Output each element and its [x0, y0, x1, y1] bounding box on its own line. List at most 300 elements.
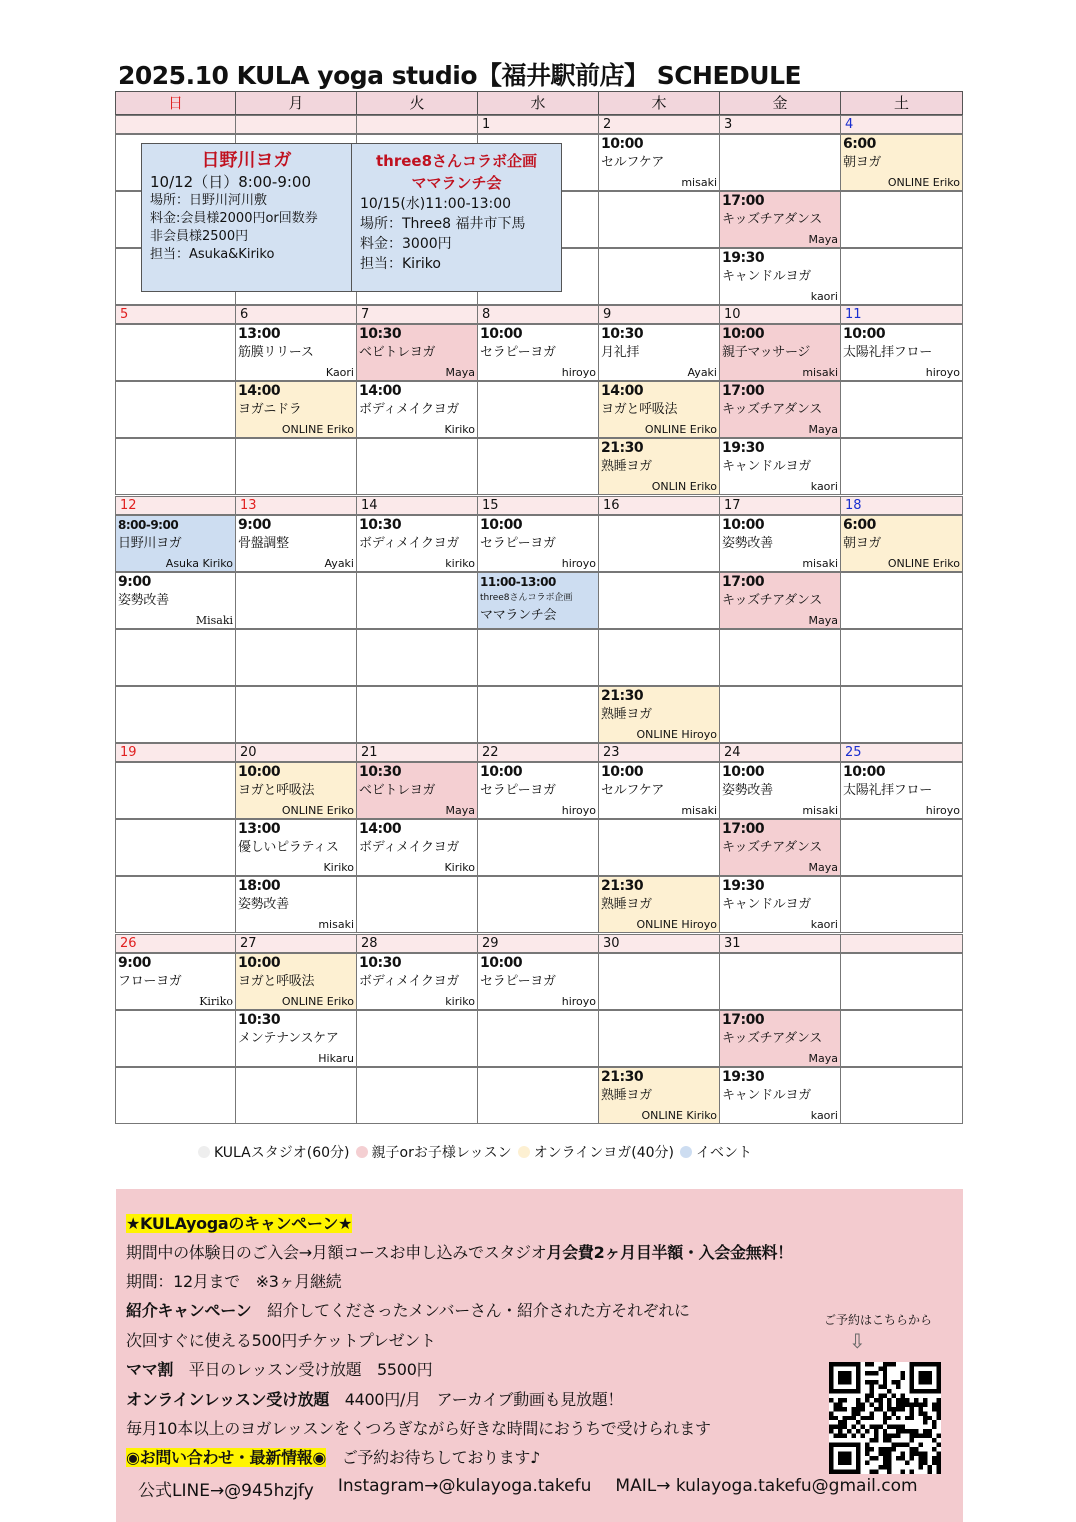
- class-slot[interactable]: [840, 324, 963, 381]
- campaign-panel: [116, 1189, 963, 1522]
- class-title: ボディメイクヨガ: [359, 974, 460, 989]
- class-instructor: hiroyo: [561, 366, 596, 379]
- date-number: 12: [115, 496, 236, 515]
- class-instructor: Kiriko: [323, 861, 354, 874]
- class-slot[interactable]: [598, 762, 720, 819]
- class-slot[interactable]: [598, 324, 720, 381]
- empty-slot: [719, 953, 841, 1010]
- class-title: セラピーヨガ: [480, 536, 556, 551]
- empty-slot: [840, 1010, 963, 1067]
- class-time: 14:00: [238, 383, 281, 399]
- class-time: 19:30: [722, 1069, 765, 1085]
- class-time: 10:00: [480, 955, 523, 971]
- contact-row: [138, 1476, 918, 1501]
- class-instructor: Maya: [445, 804, 475, 817]
- contact-heading-line: [126, 1445, 540, 1468]
- campaign-heading: ★KULAyogaのキャンペーン★: [126, 1214, 353, 1233]
- date-number: 17: [719, 496, 841, 515]
- class-time: 10:00: [238, 955, 281, 971]
- campaign-line: [126, 1240, 793, 1263]
- empty-slot: [719, 134, 841, 191]
- class-time: 10:30: [359, 517, 402, 533]
- class-instructor: misaki: [802, 366, 838, 379]
- class-time: 8:00-9:00: [118, 518, 179, 532]
- empty-slot: [356, 1067, 478, 1124]
- date-number: 21: [356, 743, 478, 762]
- class-title: 熟睡ヨガ: [601, 459, 652, 474]
- empty-slot: [235, 438, 357, 495]
- legend-dot: [680, 1146, 692, 1158]
- empty-slot: [477, 819, 599, 876]
- empty-slot: [356, 629, 478, 686]
- date-number: 15: [477, 496, 599, 515]
- line-link[interactable]: 公式LINE→@945hzjfy: [138, 1481, 314, 1501]
- class-time: 10:30: [359, 326, 402, 342]
- three8-popup-title: three8さんコラボ企画: [375, 152, 538, 170]
- class-time: 10:30: [238, 1012, 281, 1028]
- class-time: 9:00: [238, 517, 271, 533]
- class-instructor: kaori: [810, 290, 838, 303]
- class-title: ヨガと呼吸法: [238, 783, 315, 798]
- class-time: 21:30: [601, 688, 644, 704]
- class-slot[interactable]: [719, 191, 841, 248]
- class-instructor: ONLINE Kiriko: [641, 1109, 717, 1122]
- empty-slot: [598, 515, 720, 572]
- class-slot[interactable]: [115, 572, 236, 629]
- class-time: 17:00: [722, 193, 765, 209]
- date-number: 7: [356, 305, 478, 324]
- class-title: フローヨガ: [118, 974, 182, 989]
- legend-dot: [198, 1146, 210, 1158]
- class-title: ヨガと呼吸法: [238, 974, 315, 989]
- empty-slot: [356, 1010, 478, 1067]
- class-title: セルフケア: [601, 155, 665, 170]
- class-time: 10:00: [843, 764, 886, 780]
- empty-slot: [115, 324, 236, 381]
- class-slot[interactable]: [719, 438, 841, 495]
- campaign-text: 4400円/月 アーカイブ動画も見放題！: [329, 1390, 624, 1409]
- empty-slot: [840, 629, 963, 686]
- class-title: セラピーヨガ: [480, 783, 556, 798]
- campaign-line: [126, 1298, 690, 1321]
- empty-slot: [356, 438, 478, 495]
- class-instructor: hiroyo: [925, 804, 960, 817]
- class-instructor: Asuka Kiriko: [165, 557, 233, 570]
- empty-slot: [840, 1067, 963, 1124]
- class-instructor: Kaori: [325, 366, 354, 379]
- class-time: 21:30: [601, 440, 644, 456]
- class-title: キャンドルヨガ: [722, 459, 811, 474]
- date-number: 10: [719, 305, 841, 324]
- date-number: 20: [235, 743, 357, 762]
- campaign-text-bold: 月会費2ヶ月目半額・入会金無料！: [546, 1243, 793, 1262]
- class-slot[interactable]: [477, 572, 599, 629]
- empty-slot: [115, 686, 236, 743]
- class-title: 熟睡ヨガ: [601, 1088, 652, 1103]
- date-number: 19: [115, 743, 236, 762]
- legend-label: KULAスタジオ(60分): [214, 1145, 350, 1161]
- hino-popup-line: 担当：Asuka&Kiriko: [150, 247, 275, 262]
- class-title: 筋膜リリース: [238, 345, 314, 360]
- weekday-header: 土: [840, 91, 963, 115]
- empty-slot: [598, 953, 720, 1010]
- contact-heading: ◉お問い合わせ・最新情報◉: [126, 1448, 327, 1467]
- date-number: [115, 115, 236, 134]
- weekday-header: 金: [719, 91, 841, 115]
- class-title: 姿勢改善: [118, 593, 169, 608]
- class-time: 17:00: [722, 821, 765, 837]
- class-title: ヨガと呼吸法: [601, 402, 678, 417]
- hino-popup-line: 場所：日野川河川敷: [150, 193, 268, 208]
- class-time: 18:00: [238, 878, 281, 894]
- class-slot[interactable]: [719, 324, 841, 381]
- class-instructor: Maya: [808, 423, 838, 436]
- class-instructor: Maya: [808, 861, 838, 874]
- date-number: 18: [840, 496, 963, 515]
- class-instructor: ONLINE Eriko: [281, 423, 354, 436]
- empty-slot: [235, 686, 357, 743]
- weekday-header: 日: [115, 91, 236, 115]
- class-time: 10:00: [843, 326, 886, 342]
- class-slot[interactable]: [840, 134, 963, 191]
- class-title: キッズチアダンス: [722, 840, 822, 855]
- date-number: 28: [356, 934, 478, 953]
- class-slot[interactable]: [598, 1067, 720, 1124]
- empty-slot: [477, 629, 599, 686]
- legend-label: イベント: [696, 1145, 753, 1161]
- class-title: 熟睡ヨガ: [601, 707, 652, 722]
- date-number: [235, 115, 357, 134]
- class-instructor: hiroyo: [561, 804, 596, 817]
- three8-popup-line: 担当：Kiriko: [360, 256, 441, 272]
- date-number: 11: [840, 305, 963, 324]
- class-title: ママランチ会: [480, 608, 557, 623]
- empty-slot: [598, 1010, 720, 1067]
- empty-slot: [840, 572, 963, 629]
- empty-slot: [598, 248, 720, 305]
- three8-popup-line: 10/15(水)11:00-13:00: [360, 196, 512, 212]
- date-number: 31: [719, 934, 841, 953]
- empty-slot: [356, 876, 478, 933]
- class-slot[interactable]: [235, 762, 357, 819]
- date-number: 8: [477, 305, 599, 324]
- class-slot[interactable]: [235, 953, 357, 1010]
- class-instructor: ONLINE Eriko: [887, 557, 960, 570]
- legend-dot: [356, 1146, 368, 1158]
- class-title: キャンドルヨガ: [722, 897, 811, 912]
- hino-popup-title: 日野川ヨガ: [201, 150, 292, 171]
- legend-label: 親子orお子様レッスン: [371, 1145, 512, 1161]
- class-instructor: hiroyo: [925, 366, 960, 379]
- class-title: キャンドルヨガ: [722, 1088, 811, 1103]
- class-time: 10:00: [238, 764, 281, 780]
- class-title: ボディメイクヨガ: [359, 840, 460, 855]
- class-title: キッズチアダンス: [722, 402, 822, 417]
- class-time: 10:30: [359, 764, 402, 780]
- class-instructor: Maya: [808, 1052, 838, 1065]
- hino-popup-line: 料金:会員様2000円or回数券: [150, 211, 318, 226]
- class-instructor: Maya: [808, 233, 838, 246]
- class-title: キャンドルヨガ: [722, 269, 811, 284]
- campaign-text: 期間中の体験日のご入会→月額コースお申し込みでスタジオ: [126, 1243, 547, 1262]
- date-number: 2: [598, 115, 720, 134]
- weekday-header: 火: [356, 91, 478, 115]
- class-slot[interactable]: [235, 515, 357, 572]
- date-number: 29: [477, 934, 599, 953]
- date-number: 30: [598, 934, 720, 953]
- qr-code-icon[interactable]: [829, 1362, 941, 1474]
- class-slot[interactable]: [477, 324, 599, 381]
- legend-dot: [518, 1146, 530, 1158]
- class-instructor: kaori: [810, 1109, 838, 1122]
- date-number: 3: [719, 115, 841, 134]
- date-number: 24: [719, 743, 841, 762]
- class-slot[interactable]: [719, 819, 841, 876]
- class-slot[interactable]: [719, 381, 841, 438]
- empty-slot: [235, 629, 357, 686]
- class-instructor: misaki: [318, 918, 354, 931]
- class-slot[interactable]: [840, 515, 963, 572]
- class-slot[interactable]: [719, 248, 841, 305]
- class-instructor: hiroyo: [561, 995, 596, 1008]
- contact-tail: ご予約お待ちしております♪: [326, 1448, 541, 1467]
- class-instructor: ONLINE Hiroyo: [636, 728, 717, 741]
- class-slot[interactable]: [719, 876, 841, 933]
- empty-slot: [115, 1010, 236, 1067]
- class-time: 10:00: [480, 764, 523, 780]
- class-instructor: Ayaki: [324, 557, 354, 570]
- class-slot[interactable]: [115, 515, 236, 572]
- class-slot[interactable]: [719, 762, 841, 819]
- empty-slot: [840, 438, 963, 495]
- class-instructor: misaki: [681, 176, 717, 189]
- empty-slot: [115, 438, 236, 495]
- empty-slot: [840, 686, 963, 743]
- empty-slot: [115, 819, 236, 876]
- class-instructor: misaki: [681, 804, 717, 817]
- date-number: [356, 115, 478, 134]
- class-title: セルフケア: [601, 783, 665, 798]
- empty-slot: [235, 572, 357, 629]
- class-time: 10:00: [480, 326, 523, 342]
- date-number: 22: [477, 743, 599, 762]
- class-title: キッズチアダンス: [722, 212, 822, 227]
- class-time: 14:00: [601, 383, 644, 399]
- class-title: 姿勢改善: [238, 897, 289, 912]
- weekday-header: 木: [598, 91, 720, 115]
- class-title: キッズチアダンス: [722, 593, 822, 608]
- class-time: 10:00: [480, 517, 523, 533]
- class-time: 13:00: [238, 821, 281, 837]
- date-number: 13: [235, 496, 357, 515]
- class-instructor: ONLINE Eriko: [887, 176, 960, 189]
- class-slot[interactable]: [477, 953, 599, 1010]
- class-slot[interactable]: [840, 762, 963, 819]
- class-time: 10:30: [359, 955, 402, 971]
- empty-slot: [477, 381, 599, 438]
- class-title: ボディメイクヨガ: [359, 402, 460, 417]
- class-title: 月礼拝: [601, 345, 640, 360]
- campaign-line: [126, 1357, 432, 1380]
- class-title: 日野川ヨガ: [118, 536, 182, 551]
- class-title: ベビトレヨガ: [359, 345, 436, 360]
- class-title: 親子マッサージ: [722, 345, 811, 360]
- class-slot[interactable]: [598, 381, 720, 438]
- class-title: 太陽礼拝フロー: [843, 345, 932, 360]
- qr-caption: ご予約はこちらから: [824, 1313, 933, 1327]
- date-number: 27: [235, 934, 357, 953]
- class-title: セラピーヨガ: [480, 345, 556, 360]
- instagram-link[interactable]: Instagram→@kulayoga.takefu: [337, 1476, 592, 1496]
- date-number: 4: [840, 115, 963, 134]
- weekday-header: 月: [235, 91, 357, 115]
- class-instructor: Maya: [445, 366, 475, 379]
- class-title: ベビトレヨガ: [359, 783, 436, 798]
- empty-slot: [115, 876, 236, 933]
- class-time: 14:00: [359, 821, 402, 837]
- class-slot[interactable]: [115, 953, 236, 1010]
- date-number: 5: [115, 305, 236, 324]
- class-title: 朝ヨガ: [843, 536, 882, 551]
- class-time: 17:00: [722, 574, 765, 590]
- class-time: 19:30: [722, 440, 765, 456]
- date-number: 1: [477, 115, 599, 134]
- class-instructor: ONLIN Eriko: [651, 480, 717, 493]
- class-instructor: hiroyo: [561, 557, 596, 570]
- class-slot[interactable]: [356, 819, 478, 876]
- class-slot[interactable]: [356, 515, 478, 572]
- class-time: 9:00: [118, 574, 151, 590]
- class-slot[interactable]: [598, 876, 720, 933]
- empty-slot: [840, 248, 963, 305]
- campaign-text: 平日のレッスン受け放題 5500円: [173, 1360, 433, 1379]
- campaign-text: 紹介してくださったメンバーさん・紹介された方それぞれに: [251, 1301, 690, 1320]
- class-slot[interactable]: [598, 134, 720, 191]
- class-time: 6:00: [843, 517, 876, 533]
- three8-popup-line: 場所：Three8 福井市下馬: [360, 216, 526, 232]
- class-title: 姿勢改善: [722, 783, 773, 798]
- empty-slot: [840, 191, 963, 248]
- class-instructor: Kiriko: [199, 995, 233, 1008]
- empty-slot: [477, 438, 599, 495]
- date-number: 6: [235, 305, 357, 324]
- class-instructor: kaori: [810, 480, 838, 493]
- class-instructor: Ayaki: [687, 366, 717, 379]
- class-title: メンテナンスケア: [238, 1031, 339, 1046]
- class-slot[interactable]: [477, 762, 599, 819]
- class-slot[interactable]: [719, 1010, 841, 1067]
- page-title: 2025.10 KULA yoga studio【福井駅前店】 SCHEDULE: [118, 61, 802, 90]
- mail-link[interactable]: MAIL→ kulayoga.takefu@gmail.com: [615, 1476, 918, 1496]
- class-time: 10:00: [601, 136, 644, 152]
- down-arrow-icon: ⇩: [849, 1329, 866, 1353]
- legend-label: オンラインヨガ(40分): [533, 1145, 675, 1161]
- class-instructor: ONLINE Eriko: [644, 423, 717, 436]
- class-title: ヨガニドラ: [238, 402, 302, 417]
- class-instructor: kaori: [810, 918, 838, 931]
- class-instructor: Kiriko: [444, 861, 475, 874]
- empty-slot: [356, 686, 478, 743]
- class-time: 10:00: [601, 764, 644, 780]
- empty-slot: [477, 686, 599, 743]
- class-slot[interactable]: [356, 762, 478, 819]
- class-title: 骨盤調整: [238, 536, 289, 551]
- empty-slot: [115, 629, 236, 686]
- class-slot[interactable]: [477, 515, 599, 572]
- class-time: 19:30: [722, 878, 765, 894]
- date-number: 14: [356, 496, 478, 515]
- class-title: 朝ヨガ: [843, 155, 882, 170]
- class-slot[interactable]: [235, 1010, 357, 1067]
- class-slot[interactable]: [356, 324, 478, 381]
- class-slot[interactable]: [719, 515, 841, 572]
- class-title: ボディメイクヨガ: [359, 536, 460, 551]
- class-slot[interactable]: [356, 381, 478, 438]
- class-instructor: ONLINE Eriko: [281, 804, 354, 817]
- class-instructor: Kiriko: [444, 423, 475, 436]
- class-slot[interactable]: [598, 438, 720, 495]
- campaign-line: [126, 1387, 623, 1410]
- empty-slot: [840, 876, 963, 933]
- class-slot[interactable]: [719, 572, 841, 629]
- class-time: 10:30: [601, 326, 644, 342]
- hino-popup-line: 10/12（日）8:00-9:00: [150, 173, 312, 191]
- class-slot[interactable]: [235, 381, 357, 438]
- class-slot[interactable]: [598, 686, 720, 743]
- class-instructor: kiriko: [445, 557, 475, 570]
- class-title: 熟睡ヨガ: [601, 897, 652, 912]
- date-number: 23: [598, 743, 720, 762]
- hino-popup-line: 非会員様2500円: [150, 229, 249, 244]
- class-title: 太陽礼拝フロー: [843, 783, 932, 798]
- class-slot[interactable]: [235, 876, 357, 933]
- empty-slot: [598, 191, 720, 248]
- class-instructor: kiriko: [445, 995, 475, 1008]
- class-time: 21:30: [601, 1069, 644, 1085]
- class-slot[interactable]: [235, 819, 357, 876]
- class-instructor: Hikaru: [318, 1052, 354, 1065]
- class-slot[interactable]: [356, 953, 478, 1010]
- class-slot[interactable]: [719, 1067, 841, 1124]
- class-time: 10:00: [722, 764, 765, 780]
- date-number: 9: [598, 305, 720, 324]
- empty-slot: [115, 381, 236, 438]
- empty-slot: [598, 819, 720, 876]
- class-title: セラピーヨガ: [480, 974, 556, 989]
- three8-event-popup: [351, 143, 562, 292]
- class-time: 17:00: [722, 1012, 765, 1028]
- class-time: 14:00: [359, 383, 402, 399]
- class-title: キッズチアダンス: [722, 1031, 822, 1046]
- class-time: 19:30: [722, 250, 765, 266]
- empty-slot: [477, 1067, 599, 1124]
- empty-slot: [719, 686, 841, 743]
- empty-slot: [598, 629, 720, 686]
- empty-slot: [115, 1067, 236, 1124]
- class-time: 13:00: [238, 326, 281, 342]
- class-subtitle: three8さんコラボ企画: [480, 593, 573, 603]
- class-instructor: Maya: [808, 614, 838, 627]
- class-slot[interactable]: [235, 324, 357, 381]
- date-number: 26: [115, 934, 236, 953]
- campaign-line: 期間：12月まで ※3ヶ月継続: [126, 1272, 342, 1291]
- empty-slot: [840, 819, 963, 876]
- class-instructor: misaki: [802, 557, 838, 570]
- date-number: [840, 934, 963, 953]
- class-time: 21:30: [601, 878, 644, 894]
- campaign-text-bold: オンラインレッスン受け放題: [126, 1390, 330, 1409]
- class-instructor: misaki: [802, 804, 838, 817]
